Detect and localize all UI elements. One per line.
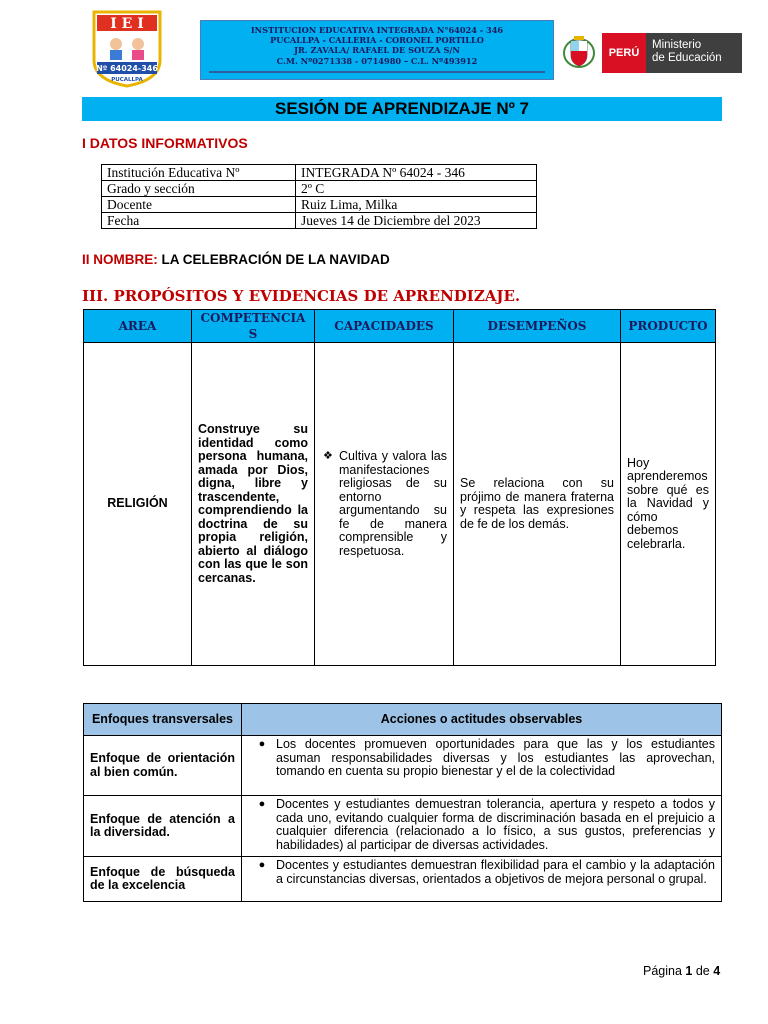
col-header-area: AREA [84, 310, 192, 343]
table-row [102, 213, 537, 229]
col-header-producto: PRODUCTO [621, 310, 716, 343]
enfoque-action: Los docentes promueven oportunidades para que las y los estudiantes asuman responsabilidades diversas y los estudiantes las aprovechan, tomando en cuenta su propio bienestar y el de la colectividad [276, 737, 715, 778]
table-row [102, 165, 537, 181]
logo-top-text: I E I [110, 16, 144, 32]
table-row [84, 796, 722, 857]
table-row [84, 736, 722, 796]
info-value: 2º C [296, 181, 537, 197]
capacidad-cell [315, 343, 454, 666]
header-line-3: JR. ZAVALA/ RAFAEL DE SOUZA S/N [294, 45, 460, 56]
info-table [101, 164, 537, 229]
page-prefix: Página [643, 964, 686, 978]
enfoque-action-cell [242, 857, 722, 902]
table-row [84, 343, 716, 666]
purpose-table [83, 309, 716, 666]
section-nombre-label: II NOMBRE: [82, 252, 162, 267]
bullet-icon: ● [258, 738, 266, 750]
capacidad-text: Cultiva y valora las manifestaciones religiosas de su entorno argumentando su fe de manera comprensible y respetuosa. [339, 449, 447, 558]
col-header-acciones: Acciones o actitudes observables [242, 704, 722, 736]
enfoques-table [83, 703, 722, 902]
diamond-bullet-icon: ❖ [323, 450, 333, 462]
info-label: Docente [102, 197, 296, 213]
table-header-row [84, 310, 716, 343]
logo-code-text: Nº 64024-346 [96, 64, 158, 73]
bullet-icon: ● [258, 859, 266, 871]
enfoque-action-cell [242, 736, 722, 796]
session-title: SESIÓN DE APRENDIZAJE Nº 7 [82, 97, 722, 121]
school-header-box [200, 20, 554, 80]
table-row [102, 181, 537, 197]
peru-shield-icon [563, 33, 595, 69]
section-nombre [82, 252, 390, 267]
table-row [84, 857, 722, 902]
info-label: Institución Educativa Nº [102, 165, 296, 181]
section-datos-informativos: I DATOS INFORMATIVOS [82, 135, 248, 151]
ministry-line-1: Ministerio [652, 39, 702, 51]
enfoque-name: Enfoque de atención a la diversidad. [84, 796, 242, 857]
info-value: Jueves 14 de Diciembre del 2023 [296, 213, 537, 229]
peru-label: PERÚ [602, 33, 646, 73]
desempeno-cell: Se relaciona con su prójimo de manera fraterna y respeta las expresiones de fe de los demás. [454, 343, 621, 666]
enfoque-action: Docentes y estudiantes demuestran tolerancia, apertura y respeto a todos y cada uno, evitando cualquier forma de discriminación basada en el prejuicio a cualquier diferencia (relacionado a lo físico, a sus gustos, preferencias y habilidades) al participar de diversas actividades. [276, 797, 715, 852]
section-propositos: III. PROPÓSITOS Y EVIDENCIAS DE APRENDIZAJE. [82, 287, 521, 305]
info-value: Ruiz Lima, Milka [296, 197, 537, 213]
enfoque-name: Enfoque de orientación al bien común. [84, 736, 242, 796]
school-logo [92, 10, 162, 88]
page-footer [643, 964, 720, 978]
header-line-2: PUCALLPA - CALLERIA - CORONEL PORTILLO [270, 35, 484, 46]
ministry-logo [602, 33, 742, 73]
page-number: 1 [685, 964, 693, 978]
logo-city-text: PUCALLPA [111, 77, 143, 83]
producto-cell: Hoy aprenderemos sobre qué es la Navidad y cómo debemos celebrarla. [621, 343, 716, 666]
ministry-label [646, 33, 742, 73]
col-header-competencias: COMPETENCIAS [192, 310, 315, 343]
bullet-icon: ● [258, 798, 266, 810]
info-label: Fecha [102, 213, 296, 229]
page-mid: de [692, 964, 714, 978]
table-header-row [84, 704, 722, 736]
col-header-enfoques: Enfoques transversales [84, 704, 242, 736]
competencia-cell: Construye su identidad como persona humana, amada por Dios, digna, libre y trascendente, comprendiendo la doctrina de su propia religión, abierto al diálogo con las que le son cercanas. [192, 343, 315, 666]
info-value: INTEGRADA Nº 64024 - 346 [296, 165, 537, 181]
ministry-line-2: de Educación [652, 52, 722, 64]
header-line-4: C.M. Nº0271338 - 0714980 – C.L. Nº493912 [276, 55, 478, 66]
session-name: LA CELEBRACIÓN DE LA NAVIDAD [161, 252, 390, 267]
col-header-capacidades: CAPACIDADES [315, 310, 454, 343]
area-cell: RELIGIÓN [84, 343, 192, 666]
page-total: 4 [713, 964, 721, 978]
info-label: Grado y sección [102, 181, 296, 197]
table-row [102, 197, 537, 213]
enfoque-action-cell [242, 796, 722, 857]
col-header-desempenos: DESEMPEÑOS [454, 310, 621, 343]
header-line-1: INSTITUCION EDUCATIVA INTEGRADA N°64024 - 346 [250, 25, 504, 35]
enfoque-action: Docentes y estudiantes demuestran flexibilidad para el cambio y la adaptación a circunstancias diversas, orientados a objetivos de mejora personal o grupal. [276, 858, 715, 886]
enfoque-name: Enfoque de búsqueda de la excelencia [84, 857, 242, 902]
